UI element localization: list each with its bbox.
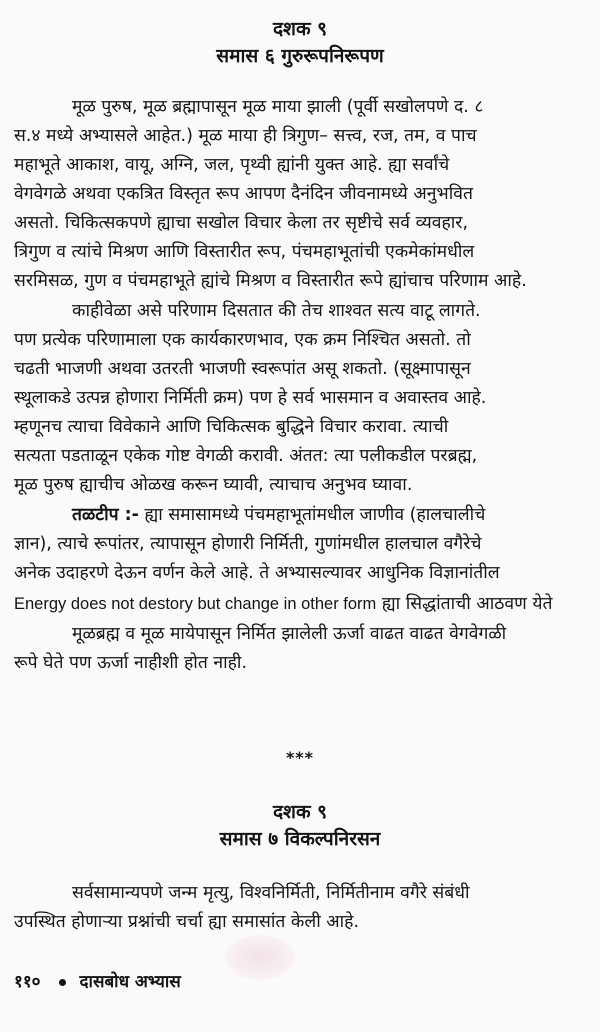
footnote-line: रूपे घेते पण ऊर्जा नाहीशी होत नाही.	[14, 653, 248, 673]
para1-line: असतो. चिकित्सकपणे ह्याचा सखोल विचार केला तर सृष्टीचे सर्व व्यवहार,	[14, 213, 469, 233]
para1-line: वेगवेगळे अथवा एकत्रित विस्तृत रूप आपण दैनंदिन जीवनामध्ये अनुभवित	[14, 184, 473, 204]
footnote-label: तळटीप :-	[72, 505, 139, 525]
section-separator: ***	[285, 748, 315, 767]
para1-line: मूळ पुरुष, मूळ ब्रह्मापासून मूळ माया झाली (पूर्वी सखोलपणे द. ८	[72, 97, 484, 117]
footnote-line: अनेक उदाहरणे देऊन वर्णन केले आहे. ते अभ्यासल्यावर आधुनिक विज्ञानांतील	[14, 563, 500, 583]
para3-line: सर्वसामान्यपणे जन्म मृत्यु, विश्वनिर्मिती, निर्मितीनाम वगैरे संबंधी	[72, 883, 470, 903]
footnote-text: ह्या समासामध्ये पंचमहाभूतांमधील जाणीव (हालचालीचे	[138, 505, 486, 525]
footnote-text: ह्या सिद्धांताची आठवण येते	[376, 594, 553, 614]
para1-line: सरमिसळ, गुण व पंचमहाभूते ह्यांचे मिश्रण व विस्तारीत रूपे ह्यांचाच परिणाम आहे.	[14, 271, 527, 291]
footnote-english-line	[14, 593, 552, 615]
para2-line: चढती भाजणी अथवा उतरती भाजणी स्वरूपांत असू शकतो. (सूक्ष्मापासून	[14, 359, 471, 379]
page-number: ११०	[14, 972, 41, 992]
para2-line: काहीवेळा असे परिणाम दिसतात की तेच शाश्वत सत्य वाटू लागते.	[72, 301, 481, 321]
footnote-line: ज्ञान), त्याचे रूपांतर, त्यापासून होणारी निर्मिती, गुणांमधील हालचाल वगैरेचे	[14, 534, 482, 554]
para2-line: मूळ पुरुष ह्याचीच ओळख करून घ्यावी, त्याचाच अनुभव घ्यावा.	[14, 475, 413, 495]
book-title: दासबोध अभ्यास	[79, 972, 181, 992]
para1-line: स.४ मध्ये अभ्यासले आहेत.) मूळ माया ही त्रिगुण– सत्त्व, रज, तम, व पाच	[14, 126, 477, 146]
para1-line: महाभूते आकाश, वायू, अग्नि, जल, पृथ्वी ह्यांनी युक्त आहे. ह्या सर्वांचे	[14, 155, 450, 175]
para3-line: उपस्थित होणाऱ्या प्रश्नांची चर्चा ह्या समासांत केली आहे.	[14, 912, 360, 932]
section1-samas-heading: समास ६ गुरुरूपनिरूपण	[216, 45, 384, 67]
para2-line: स्थूलाकडे उत्पन्न होणारा निर्मिती क्रम) पण हे सर्व भासमान व अवास्तव आहे.	[14, 388, 487, 408]
section1-dashak-heading: दशक ९	[272, 18, 328, 40]
bullet-icon	[59, 979, 66, 986]
english-quote: Energy does not destory but change in other form	[14, 595, 377, 613]
para2-line: सत्यता पडताळून एकेक गोष्ट वेगळी करावी. अंतत: त्या पलीकडील परब्रह्म,	[14, 446, 478, 466]
page-footer	[14, 969, 181, 992]
paper-smudge	[225, 935, 295, 980]
section2-dashak-heading: दशक ९	[272, 801, 328, 823]
footnote-line	[72, 504, 485, 526]
footnote-line: मूळब्रह्म व मूळ मायेपासून निर्मित झालेली ऊर्जा वाढत वाढत वेगवेगळी	[72, 624, 507, 644]
section2-samas-heading: समास ७ विकल्पनिरसन	[219, 828, 381, 850]
para1-line: त्रिगुण व त्यांचे मिश्रण आणि विस्तारीत रूप, पंचमहाभूतांची एकमेकांमधील	[14, 242, 475, 262]
para2-line: म्हणूनच त्याचा विवेकाने आणि चिकित्सक बुद्धिने विचार करावा. त्याची	[14, 417, 449, 437]
para2-line: पण प्रत्येक परिणामाला एक कार्यकारणभाव, एक क्रम निश्चित असतो. तो	[14, 330, 471, 350]
